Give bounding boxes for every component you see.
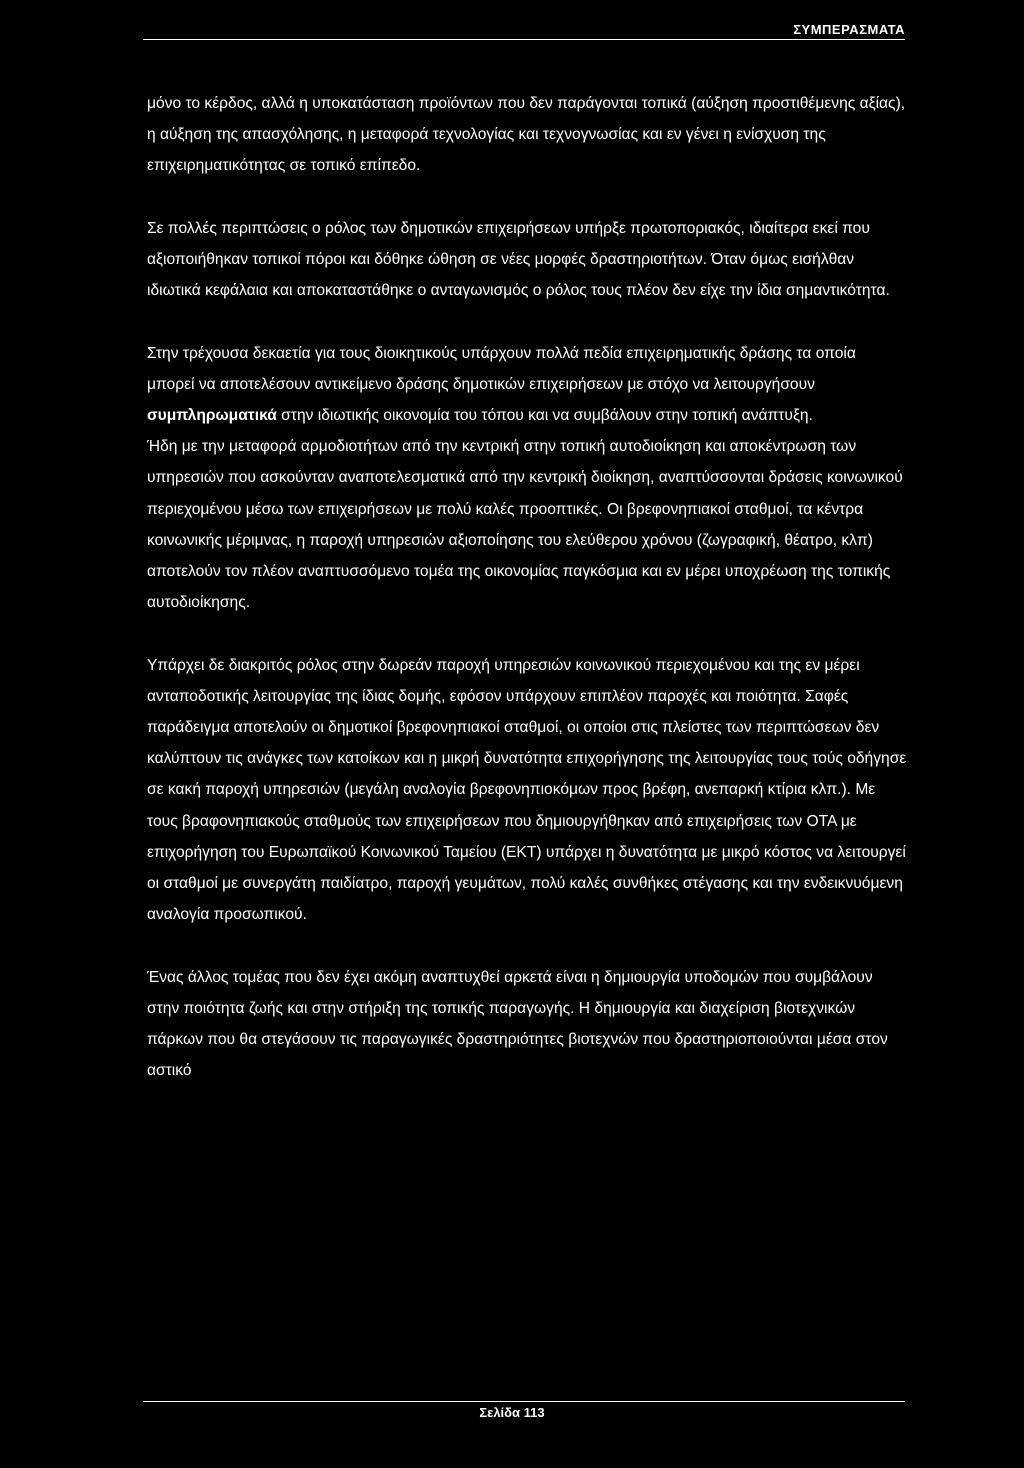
paragraph-current-decade-text-after: στην ιδιωτικής οικονομία του τόπου και να συμβάλουν στην τοπική ανάπτυξη.: [276, 407, 813, 424]
paragraph-infrastructure: Ένας άλλος τομέας που δεν έχει ακόμη αναπτυχθεί αρκετά είναι η δημιουργία υποδομών που συμβάλουν στην ποιότητα ζωής και στην στήριξη της τοπικής παραγωγής. Η δημιουργία και διαχείριση βιοτεχνικών πάρκων που θα στεγάσουν τις παραγωγικές δραστηριότητες βιοτεχνών που δραστηριοποιούνται μέσα στον αστικό: [147, 968, 888, 1080]
header-divider: [143, 39, 905, 40]
paragraph-free-services: Υπάρχει δε διακριτός ρόλος στην δωρεάν παροχή υπηρεσιών κοινωνικού περιεχομένου και της εν μέρει ανταποδοτικής λειτουργίας της ίδιας δομής, εφόσον υπάρχουν επιπλέον παροχές και ποιότητα. Σαφές παράδειγμα αποτελούν οι δημοτικοί βρεφονηπιακοί σταθμοί, οι οποίοι στις πλείστες των περιπτώσεων δεν καλύπτουν τις ανάγκες των κατοίκων και η μικρή δυνατότητα επιχορήγησης της λειτουργίας τους τούς οδήγησε σε κακή παροχή υπηρεσιών (μεγάλη αναλογία βρεφονηπιοκόμων προς βρέφη, ανεπαρκή κτίρια κλπ.). Με τους βραφονηπιακούς σταθμούς των επιχειρήσεων που δημιουργήθηκαν από επιχειρήσεις των ΟΤΑ με επιχορήγηση του Ευρωπαϊκού Κοινωνικού Ταμείου (ΕΚΤ) υπάρχει η δυνατότητα με μικρό κόστος να λειτουργεί οι σταθμοί με συνεργάτη παιδίατρο, παροχή γευμάτων, πολύ καλές συνθήκες στέγασης και την ενδεικνυόμενη αναλογία προσωπικού.: [147, 656, 907, 924]
paragraph-decentralization: Ήδη με την μεταφορά αρμοδιοτήτων από την κεντρική στην τοπική αυτοδιοίκηση και αποκέντρωση των υπηρεσιών που ασκούνταν αναποτελεσματικά από την κεντρική διοίκηση, αναπτύσσονται δράσεις κοινωνικού περιεχομένου μέσω των επιχειρήσεων με πολύ καλές προοπτικές. Οι βρεφονηπιακοί σταθμοί, τα κέντρα κοινωνικής μέριμνας, η παροχή υπηρεσιών αξιοποίησης του ελεύθερου χρόνου (ζωγραφική, θέατρο, κλπ) αποτελούν τον πλέον αναπτυσσόμενο τομέα της οικονομίας παγκόσμια και εν μέρει υποχρέωση της τοπικής αυτοδιοίκησης.: [147, 438, 903, 612]
document-body: [147, 88, 907, 1086]
paragraph-pioneering-role: Σε πολλές περιπτώσεις ο ρόλος των δημοτικών επιχειρήσεων υπήρξε πρωτοποριακός, ιδιαίτερα εκεί που αξιοποιήθηκαν τοπικοί πόροι και δόθηκε ώθηση σε νέες μορφές δραστηριοτήτων. Όταν όμως εισήλθαν ιδιωτικά κεφάλαια και αποκαταστάθηκε ο ανταγωνισμός ο ρόλος τους πλέον δεν είχε την ίδια σημαντικότητα.: [147, 219, 890, 300]
running-header-section-title: ΣΥΜΠΕΡΑΣΜΑΤΑ: [793, 22, 905, 37]
page-number: Σελίδα 113: [479, 1405, 545, 1420]
paragraph-current-decade: [147, 338, 907, 432]
paragraph-profit-continuation: μόνο το κέρδος, αλλά η υποκατάσταση προϊόντων που δεν παράγονται τοπικά (αύξηση προστιθέμενης αξίας), η αύξηση της απασχόλησης, η μεταφορά τεχνολογίας και τεχνογνωσίας και εν γένει η ενίσχυση της επιχειρηματικότητας σε τοπικό επίπεδο.: [147, 95, 906, 175]
paragraph-current-decade-text-before: Στην τρέχουσα δεκαετία για τους διοικητικούς υπάρχουν πολλά πεδία επιχειρηματικής δράσης τα οποία μπορεί να αποτελέσουν αντικείμενο δράσης δημοτικών επιχειρήσεων με στόχο να λειτουργήσουν: [147, 344, 856, 393]
emphasized-term: συμπληρωματικά: [147, 407, 277, 424]
footer-divider: [143, 1401, 905, 1402]
